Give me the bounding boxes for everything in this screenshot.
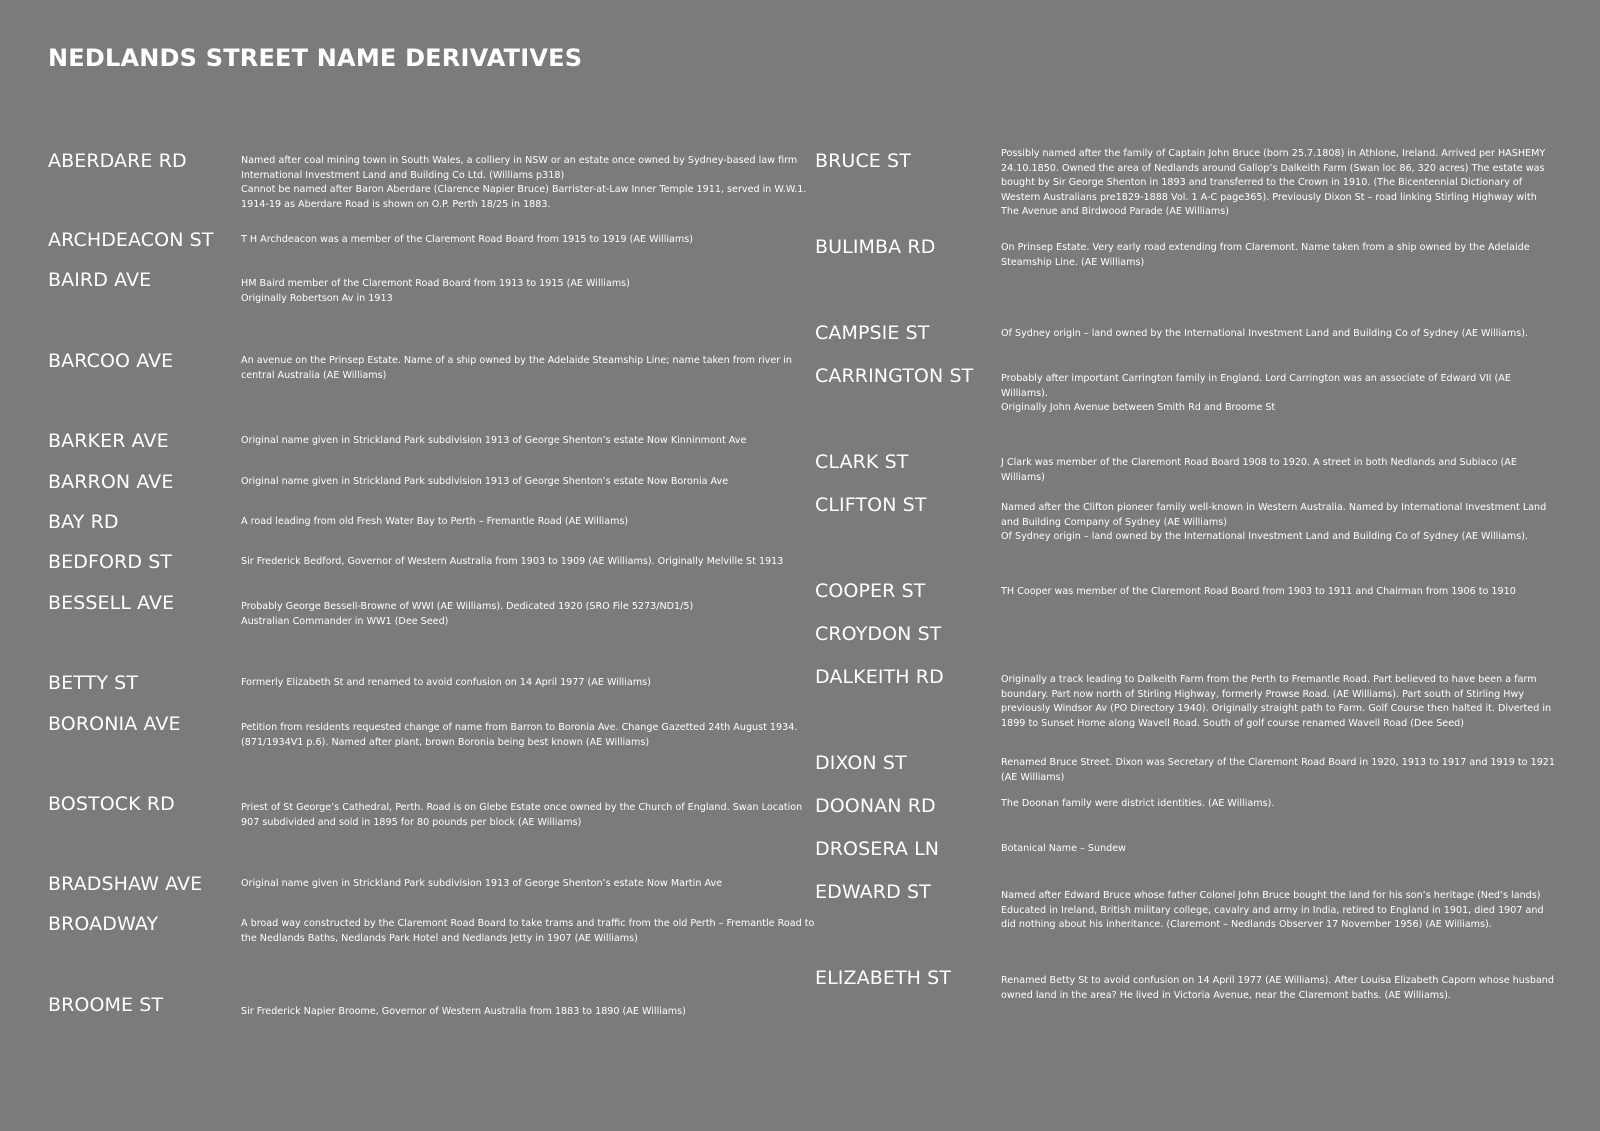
street-description: Probably George Bessell-Browne of WWI (AE Williams). Dedicated 1920 (SRO File 5273/ND1/5) Australian Commander in WW1 (Dee Seed) xyxy=(241,601,694,627)
street-name: BETTY ST xyxy=(48,672,139,694)
street-description: Named after the Clifton pioneer family well-known in Western Australia. Named by International Investment Land and Building Company of Sydney (AE Williams) Of Sydney origin – land owned by the International Investment Land and Building Co of Sydney (AE Williams). xyxy=(1001,502,1547,543)
street-description: J Clark was member of the Claremont Road Board 1908 to 1920. A street in both Nedlands and Subiaco (AE Williams) xyxy=(1001,457,1517,483)
street-description: Botanical Name – Sundew xyxy=(1001,843,1126,854)
street-description: Formerly Elizabeth St and renamed to avoid confusion on 14 April 1977 (AE Williams) xyxy=(241,677,651,688)
page-title: NEDLANDS STREET NAME DERIVATIVES xyxy=(48,44,583,72)
street-name: BORONIA AVE xyxy=(48,713,181,735)
street-description: On Prinsep Estate. Very early road extending from Claremont. Name taken from a ship owned by the Adelaide Steamship Line. (AE Williams) xyxy=(1001,242,1530,268)
street-description: Sir Frederick Bedford, Governor of Western Australia from 1903 to 1909 (AE Williams). Originally Melville St 1913 xyxy=(241,556,784,567)
street-name: CARRINGTON ST xyxy=(815,365,974,387)
street-description: Original name given in Strickland Park subdivision 1913 of George Shenton’s estate Now Kinninmont Ave xyxy=(241,435,747,446)
street-name: BAIRD AVE xyxy=(48,269,152,291)
street-name: BARCOO AVE xyxy=(48,350,174,372)
street-description: Of Sydney origin – land owned by the International Investment Land and Building Co of Sydney (AE Williams). xyxy=(1001,328,1529,339)
street-name: CROYDON ST xyxy=(815,623,942,645)
street-description: Sir Frederick Napier Broome, Governor of Western Australia from 1883 to 1890 (AE Williams) xyxy=(241,1006,686,1017)
street-name: BEDFORD ST xyxy=(48,551,173,573)
street-description: Originally a track leading to Dalkeith Farm from the Perth to Fremantle Road. Part believed to have been a farm boundary. Part now north of Stirling Highway, formerly Prowse Road. (AE Williams). Part south of Stirling Hwy previously Windsor Av (PO Directory 1940). Originally straight path to Farm. Golf Course then halted it. Diverted in 1899 to Sunset Home along Wavell Road. South of golf course renamed Wavell Road (Dee Seed) xyxy=(1001,674,1552,729)
street-description: Named after Edward Bruce whose father Colonel John Bruce bought the land for his son’s heritage (Ned’s lands) Educated in Ireland, British military college, cavalry and army in India, retired to England in 1901, died 1907 and did nothing about his inheritance. (Claremont – Nedlands Observer 17 November 1956) (AE Williams). xyxy=(1001,890,1544,931)
street-name: BAY RD xyxy=(48,511,119,533)
street-name: DIXON ST xyxy=(815,752,907,774)
street-description: Priest of St George’s Cathedral, Perth. Road is on Glebe Estate once owned by the Church of England. Swan Location 907 subdivided and sold in 1895 for 80 pounds per block (AE Williams) xyxy=(241,802,803,828)
street-description: T H Archdeacon was a member of the Claremont Road Board from 1915 to 1919 (AE Williams) xyxy=(241,234,694,245)
street-description: Possibly named after the family of Captain John Bruce (born 25.7.1808) in Athlone, Ireland. Arrived per HASHEMY 24.10.1850. Owned the area of Nedlands around Gallop’s Dalkeith Farm (Swan loc 86, 320 acres) The estate was bought by Sir George Shenton in 1893 and transferred to the Crown in 1910. (The Bicentennial Dictionary of Western Australians pre1829-1888 Vol. 1 A-C page365). Previously Dixon St – road linking Stirling Highway with The Avenue and Birdwood Parade (AE Williams) xyxy=(1001,148,1546,218)
street-name: DALKEITH RD xyxy=(815,666,944,688)
street-description: Renamed Bruce Street. Dixon was Secretary of the Claremont Road Board in 1920, 1913 to 1917 and 1919 to 1921 (AE Williams) xyxy=(1001,757,1556,783)
street-name: ELIZABETH ST xyxy=(815,967,952,989)
street-name: CLARK ST xyxy=(815,451,909,473)
street-description: A broad way constructed by the Claremont Road Board to take trams and traffic from the old Perth – Fremantle Road to the Nedlands Baths, Nedlands Park Hotel and Nedlands Jetty in 1907 (AE Williams) xyxy=(241,918,815,944)
street-name: CLIFTON ST xyxy=(815,494,927,516)
street-name: BROADWAY xyxy=(48,913,159,935)
street-name: BARKER AVE xyxy=(48,430,169,452)
street-description: An avenue on the Prinsep Estate. Name of a ship owned by the Adelaide Steamship Line; name taken from river in central Australia (AE Williams) xyxy=(241,355,793,381)
street-description: Named after coal mining town in South Wales, a colliery in NSW or an estate once owned by Sydney-based law firm International Investment Land and Building Co Ltd. (Williams p318) Cannot be named after Baron Aberdare (Clarence Napier Bruce) Barrister-at-Law Inner Temple 1911, served in W.W.1. 1914-19 as Aberdare Road is shown on O.P. Perth 18/25 in 1883. xyxy=(241,155,807,210)
street-name: BRUCE ST xyxy=(815,150,911,172)
street-description: Original name given in Strickland Park subdivision 1913 of George Shenton’s estate Now Martin Ave xyxy=(241,878,723,889)
street-description: TH Cooper was member of the Claremont Road Board from 1903 to 1911 and Chairman from 1906 to 1910 xyxy=(1001,586,1516,597)
street-name: EDWARD ST xyxy=(815,881,931,903)
street-description: Original name given in Strickland Park subdivision 1913 of George Shenton’s estate Now Boronia Ave xyxy=(241,476,729,487)
street-name: BOSTOCK RD xyxy=(48,793,175,815)
street-description: The Doonan family were district identities. (AE Williams). xyxy=(1001,798,1275,809)
street-name: ARCHDEACON ST xyxy=(48,229,214,251)
street-name: BARRON AVE xyxy=(48,471,174,493)
street-name: BRADSHAW AVE xyxy=(48,873,203,895)
street-description: Probably after important Carrington family in England. Lord Carrington was an associate of Edward VII (AE Williams). Originally John Avenue between Smith Rd and Broome St xyxy=(1001,373,1511,414)
street-name: ABERDARE RD xyxy=(48,150,187,172)
street-name: BULIMBA RD xyxy=(815,236,936,258)
street-name: CAMPSIE ST xyxy=(815,322,930,344)
street-name: COOPER ST xyxy=(815,580,926,602)
street-description: Renamed Betty St to avoid confusion on 14 April 1977 (AE Williams). After Louisa Elizabeth Caporn whose husband owned land in the area? He lived in Victoria Avenue, near the Claremont baths. (AE Williams). xyxy=(1001,975,1554,1001)
street-description: Petition from residents requested change of name from Barron to Boronia Ave. Change Gazetted 24th August 1934. (871/1934V1 p.6). Named after plant, brown Boronia being best known (AE Williams) xyxy=(241,722,798,748)
street-name: BROOME ST xyxy=(48,994,164,1016)
street-name: DROSERA LN xyxy=(815,838,940,860)
street-name: BESSELL AVE xyxy=(48,592,175,614)
street-description: A road leading from old Fresh Water Bay to Perth – Fremantle Road (AE Williams) xyxy=(241,516,629,527)
street-description: HM Baird member of the Claremont Road Board from 1913 to 1915 (AE Williams) Originally Robertson Av in 1913 xyxy=(241,278,630,304)
street-name: DOONAN RD xyxy=(815,795,936,817)
